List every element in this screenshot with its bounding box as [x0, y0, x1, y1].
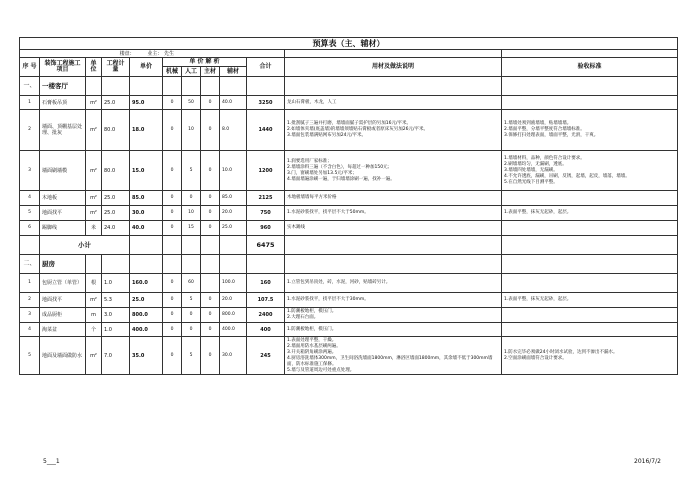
row-total: 160 [247, 274, 285, 293]
header-machine: 机械 [163, 67, 182, 77]
row-labor: 5 [182, 337, 201, 375]
row-machine: 0 [163, 191, 182, 206]
row-number: 2 [20, 293, 40, 308]
row-number: 6 [20, 221, 40, 236]
row-description [285, 191, 502, 206]
row-acceptance [502, 323, 678, 337]
empty-cell [163, 77, 182, 96]
row-item: 地面找平 [40, 206, 86, 221]
table-row [20, 206, 678, 221]
header-no: 序 号 [20, 58, 40, 77]
row-machine: 0 [163, 293, 182, 308]
client-value: 先生 [163, 50, 174, 57]
row-description [285, 206, 502, 221]
empty-cell [201, 236, 220, 255]
row-machine: 0 [163, 151, 182, 191]
section-number: 二、 [20, 255, 40, 274]
row-aux-material: 25.0 [220, 221, 247, 236]
row-unit: m² [86, 96, 102, 110]
row-labor: 15 [182, 221, 201, 236]
row-machine: 0 [163, 323, 182, 337]
row-machine: 0 [163, 274, 182, 293]
acceptance-line: 2.刷墙墙均匀，无漏刷，透底。 [504, 161, 567, 167]
row-item: 踢脚线 [40, 221, 86, 236]
empty-cell [130, 255, 163, 274]
row-qty: 25.0 [102, 96, 130, 110]
empty-cell [247, 255, 285, 274]
empty-cell [502, 255, 678, 274]
acceptance-line: 5.在自然光线下目测平整。 [504, 179, 558, 185]
row-machine: 0 [163, 337, 182, 375]
table-row [20, 293, 678, 308]
row-unit: 米 [86, 221, 102, 236]
row-total: 750 [247, 206, 285, 221]
empty-cell [285, 77, 502, 96]
row-acceptance [502, 274, 678, 293]
table-row [20, 151, 678, 191]
empty-cell [163, 236, 182, 255]
description-line: 2.墙面用防水基层刷两遍。 [287, 343, 341, 349]
table-row [20, 191, 678, 206]
row-total: 3250 [247, 96, 285, 110]
row-item: 地面及墙面做防水 [40, 337, 86, 375]
acceptance-line: 3.墙墙四处墙墙，无漏刷。 [504, 167, 558, 173]
description-line: 实木踢线 [287, 225, 305, 230]
row-machine: 0 [163, 110, 182, 151]
row-total: 107.5 [247, 293, 285, 308]
empty-cell [220, 236, 247, 255]
row-acceptance [502, 110, 678, 151]
row-item: 包厨立管（单管） [40, 274, 86, 293]
page-number: 5___1 [43, 458, 60, 465]
description-line: 3.开关箱阴角刷涂两遍。 [287, 349, 337, 355]
empty-cell [201, 77, 220, 96]
row-aux-material: 8.0 [220, 110, 247, 151]
empty-cell [502, 77, 678, 96]
header-price: 单价 [130, 58, 163, 77]
description-line: 3.墙面包装墙满贴网布另加24元/平米。 [287, 133, 367, 138]
row-total: 1200 [247, 151, 285, 191]
row-price: 25.0 [130, 293, 163, 308]
row-price: 15.0 [130, 151, 163, 191]
header-labor: 人工 [182, 67, 201, 77]
row-item: 地面找平 [40, 293, 86, 308]
row-main-material: 0 [201, 293, 220, 308]
row-unit: 个 [86, 323, 102, 337]
row-item: 淘菜盆 [40, 323, 86, 337]
budget-sheet [19, 37, 677, 375]
description-line: 1.水泥砂浆找平，找平层不大于50mm。 [287, 210, 369, 215]
table-row [20, 110, 678, 151]
empty-cell [130, 77, 163, 96]
subtotal-row [20, 236, 678, 255]
row-number: 5 [20, 206, 40, 221]
row-labor: 10 [182, 206, 201, 221]
row-labor: 0 [182, 308, 201, 323]
acceptance-line: 3.保修打扫处理表面，墙面平整，光滑，干爽。 [504, 133, 599, 138]
row-unit: 根 [86, 274, 102, 293]
row-machine: 0 [163, 308, 182, 323]
description-line: 5.墙与及管道周边可处重点处理。 [287, 367, 355, 373]
row-price: 160.0 [130, 274, 163, 293]
row-total: 2125 [247, 191, 285, 206]
row-acceptance [502, 151, 678, 191]
row-qty: 24.0 [102, 221, 130, 236]
row-aux-material: 30.0 [220, 337, 247, 375]
row-qty: 25.0 [102, 206, 130, 221]
empty-cell [102, 255, 130, 274]
row-item: 成品厨柜 [40, 308, 86, 323]
row-labor: 5 [182, 151, 201, 191]
row-qty: 25.0 [102, 191, 130, 206]
section-name: 厨房 [40, 255, 86, 274]
table-row [20, 274, 678, 293]
empty-cell [163, 255, 182, 274]
row-main-material: 0 [201, 96, 220, 110]
acceptance-line: 1.墙墙处须到液墙墙，贴墙墙墙。 [504, 121, 572, 126]
header-total: 合计 [247, 58, 285, 77]
row-main-material: 0 [201, 151, 220, 191]
row-qty: 7.0 [102, 337, 130, 375]
budget-table [19, 37, 678, 375]
row-number: 1 [20, 96, 40, 110]
row-unit: m² [86, 110, 102, 151]
row-labor: 10 [182, 110, 201, 151]
row-price: 85.0 [130, 191, 163, 206]
row-labor: 50 [182, 96, 201, 110]
header-acceptance: 验收标准 [502, 58, 678, 77]
description-line: 2.大理石台面。 [287, 315, 319, 320]
row-main-material: 0 [201, 221, 220, 236]
row-acceptance [502, 293, 678, 308]
acceptance-line: 1.防水完毕必须做24小时闭水试验，达到不渗出不漏水。 [504, 349, 618, 355]
row-number: 5 [20, 337, 40, 375]
row-description [285, 274, 502, 293]
header-qty: 工程计量 [102, 58, 130, 77]
table-row [20, 96, 678, 110]
row-total: 1440 [247, 110, 285, 151]
row-aux-material: 10.0 [220, 151, 247, 191]
table-row [20, 221, 678, 236]
description-line: 2.墙墙涂料三遍（不含白色），每超过一种加150元； [287, 164, 393, 170]
description-line: 4.厨房浴洗墙体300mm，卫生间浴洗墙面1800mm，淋浴区墙面1800mm，其余墙不低于300mm墙面，防水标准施工保修。 [287, 355, 493, 367]
row-unit: m² [86, 151, 102, 191]
header-unit: 单位 [86, 58, 102, 77]
empty-cell [86, 255, 102, 274]
acceptance-line: 1.表面平整，抹灰无起砂，起层。 [504, 210, 572, 215]
row-aux-material: 20.0 [220, 206, 247, 221]
row-labor: 5 [182, 293, 201, 308]
row-price: 40.0 [130, 221, 163, 236]
row-aux-material: 400.0 [220, 323, 247, 337]
row-description [285, 323, 502, 337]
row-price: 18.0 [130, 110, 163, 151]
row-labor: 60 [182, 274, 201, 293]
row-number: 4 [20, 191, 40, 206]
row-aux-material: 800.0 [220, 308, 247, 323]
row-number: 2 [20, 110, 40, 151]
row-price: 95.0 [130, 96, 163, 110]
empty-cell [247, 77, 285, 96]
row-qty: 80.0 [102, 110, 130, 151]
description-line: 3.门，窗刷墙处另加13.5元/平米； [287, 170, 357, 176]
section-name: 一楼客厅 [40, 77, 86, 96]
row-qty: 5.3 [102, 293, 130, 308]
building-label: 楼盘： [119, 50, 135, 57]
row-acceptance [502, 221, 678, 236]
empty-cell [182, 77, 201, 96]
description-line: 1.批刮腻子三遍并打磨，墙墙面腻子需护层的另加16元/平米。 [287, 121, 412, 126]
description-line: 1.立管包到吊顶处，砖，水泥，河砂，贴墙砖另计。 [287, 280, 391, 285]
header-desc: 用材及做法说明 [285, 58, 502, 77]
empty-cell [86, 77, 102, 96]
row-aux-material: 100.0 [220, 274, 247, 293]
row-number: 3 [20, 308, 40, 323]
description-line: 2.如墙体夹墙(底盖墙)的墙墙须墙贴石膏板或者原床灰另加26元/平米。 [287, 127, 429, 132]
row-labor: 0 [182, 191, 201, 206]
row-main-material: 0 [201, 337, 220, 375]
empty-cell [130, 236, 163, 255]
acceptance-line: 2.空面涂刷面墙符合设计要求。 [504, 355, 567, 361]
description-line: 1.润要选用厂家标准； [287, 158, 332, 164]
empty-cell [182, 236, 201, 255]
row-qty: 80.0 [102, 151, 130, 191]
table-row [20, 323, 678, 337]
row-main-material: 0 [201, 323, 220, 337]
row-item: 墙面刷墙模 [40, 151, 86, 191]
row-description [285, 110, 502, 151]
row-acceptance [502, 191, 678, 206]
description-line: 1.防潮板地柜，模压门。 [287, 309, 337, 314]
row-total: 400 [247, 323, 285, 337]
row-qty: 3.0 [102, 308, 130, 323]
section-header-row [20, 77, 678, 96]
row-item: 木地板 [40, 191, 86, 206]
header-aux-material: 辅材 [220, 67, 247, 77]
description-line: 龙山石膏板，木龙，人工 [287, 99, 337, 105]
acceptance-line: 1.表面平整，抹灰无起砂，起层。 [504, 297, 572, 302]
table-row [20, 308, 678, 323]
description-line: 1.防潮板地柜，模压门。 [287, 326, 337, 332]
client-label: 业主： [147, 50, 163, 57]
empty-cell [220, 255, 247, 274]
description-line: 木地板墙墙每平方米价格 [287, 195, 337, 200]
row-machine: 0 [163, 96, 182, 110]
header-main-material: 主材 [201, 67, 220, 77]
sheet-title: 预算表（主、辅材） [20, 38, 678, 50]
description-line: 4.墙面墙遍涂刷一遍，于归墙墙涂刷一遍，找补一遍。 [287, 176, 395, 182]
row-number: 3 [20, 151, 40, 191]
row-machine: 0 [163, 206, 182, 221]
row-description [285, 337, 502, 375]
row-main-material: 0 [201, 308, 220, 323]
row-price: 35.0 [130, 337, 163, 375]
row-acceptance [502, 96, 678, 110]
row-aux-material: 20.0 [220, 293, 247, 308]
row-unit: m² [86, 206, 102, 221]
section-header-row [20, 255, 678, 274]
row-item: 石膏板吊顶 [40, 96, 86, 110]
acceptance-line: 4.不允许透底，漏刷，吊刷，反锈，起墙，起皮，墙落，墙墙。 [504, 173, 630, 179]
acceptance-line: 2.墙面平整，分墙平整度符合墙墙标准。 [504, 127, 585, 132]
row-description [285, 151, 502, 191]
row-unit: m² [86, 191, 102, 206]
empty-cell [502, 236, 678, 255]
description-line: 1.水泥砂浆找平，找平层不大于30mm。 [287, 297, 369, 302]
row-total: 2400 [247, 308, 285, 323]
row-acceptance [502, 308, 678, 323]
row-number: 1 [20, 274, 40, 293]
header-unit-analysis: 单 价 解 析 [163, 58, 247, 67]
row-main-material [201, 274, 220, 293]
empty-cell [220, 77, 247, 96]
row-total: 960 [247, 221, 285, 236]
row-aux-material: 40.0 [220, 96, 247, 110]
row-total: 245 [247, 337, 285, 375]
section-number: 一、 [20, 77, 40, 96]
row-labor: 0 [182, 323, 201, 337]
empty-cell [102, 77, 130, 96]
row-price: 30.0 [130, 206, 163, 221]
row-price: 800.0 [130, 308, 163, 323]
row-description [285, 221, 502, 236]
row-main-material: 0 [201, 206, 220, 221]
row-price: 400.0 [130, 323, 163, 337]
header-item: 装饰工程施工项目 [40, 58, 86, 77]
row-unit: m² [86, 337, 102, 375]
row-unit: m² [86, 293, 102, 308]
subtotal-label: 小计 [40, 236, 130, 255]
row-description [285, 308, 502, 323]
row-unit: m [86, 308, 102, 323]
row-number: 4 [20, 323, 40, 337]
row-qty: 1.0 [102, 323, 130, 337]
subtotal-value: 6475 [247, 236, 285, 255]
acceptance-line: 1.墙墙材料，品种，颜色符合设计要求。 [504, 155, 585, 161]
empty-cell [20, 236, 40, 255]
empty-cell [285, 236, 502, 255]
table-row [20, 337, 678, 375]
row-aux-material: 85.0 [220, 191, 247, 206]
row-acceptance [502, 337, 678, 375]
subtitle-row [20, 50, 285, 58]
row-main-material: 0 [201, 110, 220, 151]
row-description [285, 96, 502, 110]
description-line: 1.表面处理平整，干燥。 [287, 337, 337, 343]
empty-cell [201, 255, 220, 274]
row-main-material: 0 [201, 191, 220, 206]
empty-cell [182, 255, 201, 274]
row-acceptance [502, 206, 678, 221]
print-date: 2016/7/2 [634, 458, 661, 465]
row-description [285, 293, 502, 308]
row-qty: 1.0 [102, 274, 130, 293]
empty-cell [285, 255, 502, 274]
row-machine: 0 [163, 221, 182, 236]
row-item: 墙面、顶棚基层处理、批灰 [40, 110, 86, 151]
